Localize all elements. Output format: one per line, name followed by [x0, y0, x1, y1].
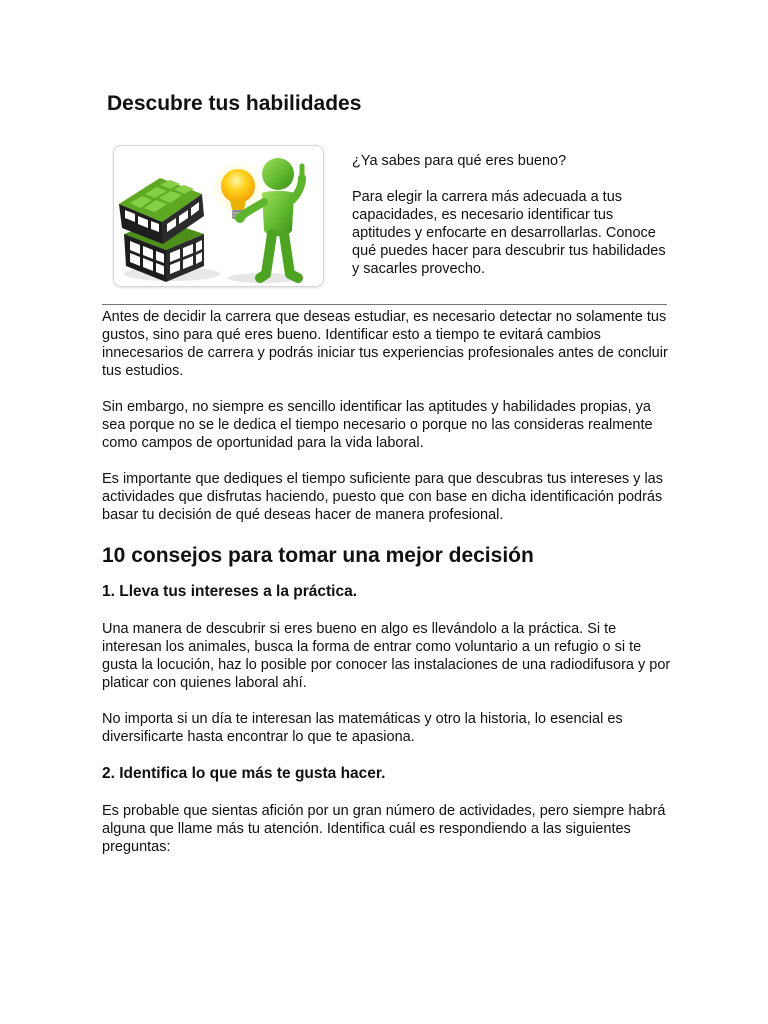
body-text	[102, 308, 677, 874]
divider	[102, 304, 667, 305]
section-paragraph: No importa si un día te interesan las matemáticas y otro la historia, lo esencial es diversificarte hasta encontrar lo que te apasiona.	[102, 711, 623, 745]
section-paragraph: Una manera de descubrir si eres bueno en algo es llevándolo a la práctica. Si te interesan los animales, busca la forma de entrar como voluntario a un refugio o si te gusta la locución, haz lo posible por conocer las instalaciones de una radiodifusora y por platicar con quienes laboral ahí.	[102, 621, 671, 691]
page-title: Descubre tus habilidades	[107, 92, 362, 115]
rubiks-cube-and-lightbulb-figure-icon	[114, 146, 323, 286]
intro-question: ¿Ya sabes para qué eres bueno?	[352, 153, 567, 169]
hero-image	[113, 145, 324, 287]
body-paragraph: Antes de decidir la carrera que deseas estudiar, es necesario detectar no solamente tus gustos, sino para qué eres bueno. Identificar esto a tiempo te evitará cambios innecesarios de carrera y podrás iniciar tus experiencias profesionales antes de concluir tus estudios.	[102, 309, 668, 379]
body-paragraph: Sin embargo, no siempre es sencillo identificar las aptitudes y habilidades propias, ya sea porque no se le dedica el tiempo necesario o porque no las consideras realmente como campos de oportunidad para la vida laboral.	[102, 399, 653, 451]
intro-paragraph: Para elegir la carrera más adecuada a tus capacidades, es necesario identificar tus aptitudes y enfocarte en desarrollarlas. Conoce qué puedes hacer para descubrir tus habilidades y sacarles provecho.	[352, 189, 666, 277]
subsection-heading: 2. Identifica lo que más te gusta hacer.	[102, 765, 386, 782]
intro-text	[352, 152, 672, 296]
body-paragraph: Es importante que dediques el tiempo suficiente para que descubras tus intereses y las actividades que disfrutas haciendo, puesto que con base en dicha identificación podrás basar tu decisión de qué deseas hacer de manera profesional.	[102, 471, 663, 523]
section-paragraph: Es probable que sientas afición por un gran número de actividades, pero siempre habrá alguna que llame más tu atención. Identifica cuál es respondiendo a las siguientes preguntas:	[102, 803, 666, 855]
subsection-heading: 1. Lleva tus intereses a la práctica.	[102, 583, 358, 600]
section-title: 10 consejos para tomar una mejor decisión	[102, 544, 534, 567]
